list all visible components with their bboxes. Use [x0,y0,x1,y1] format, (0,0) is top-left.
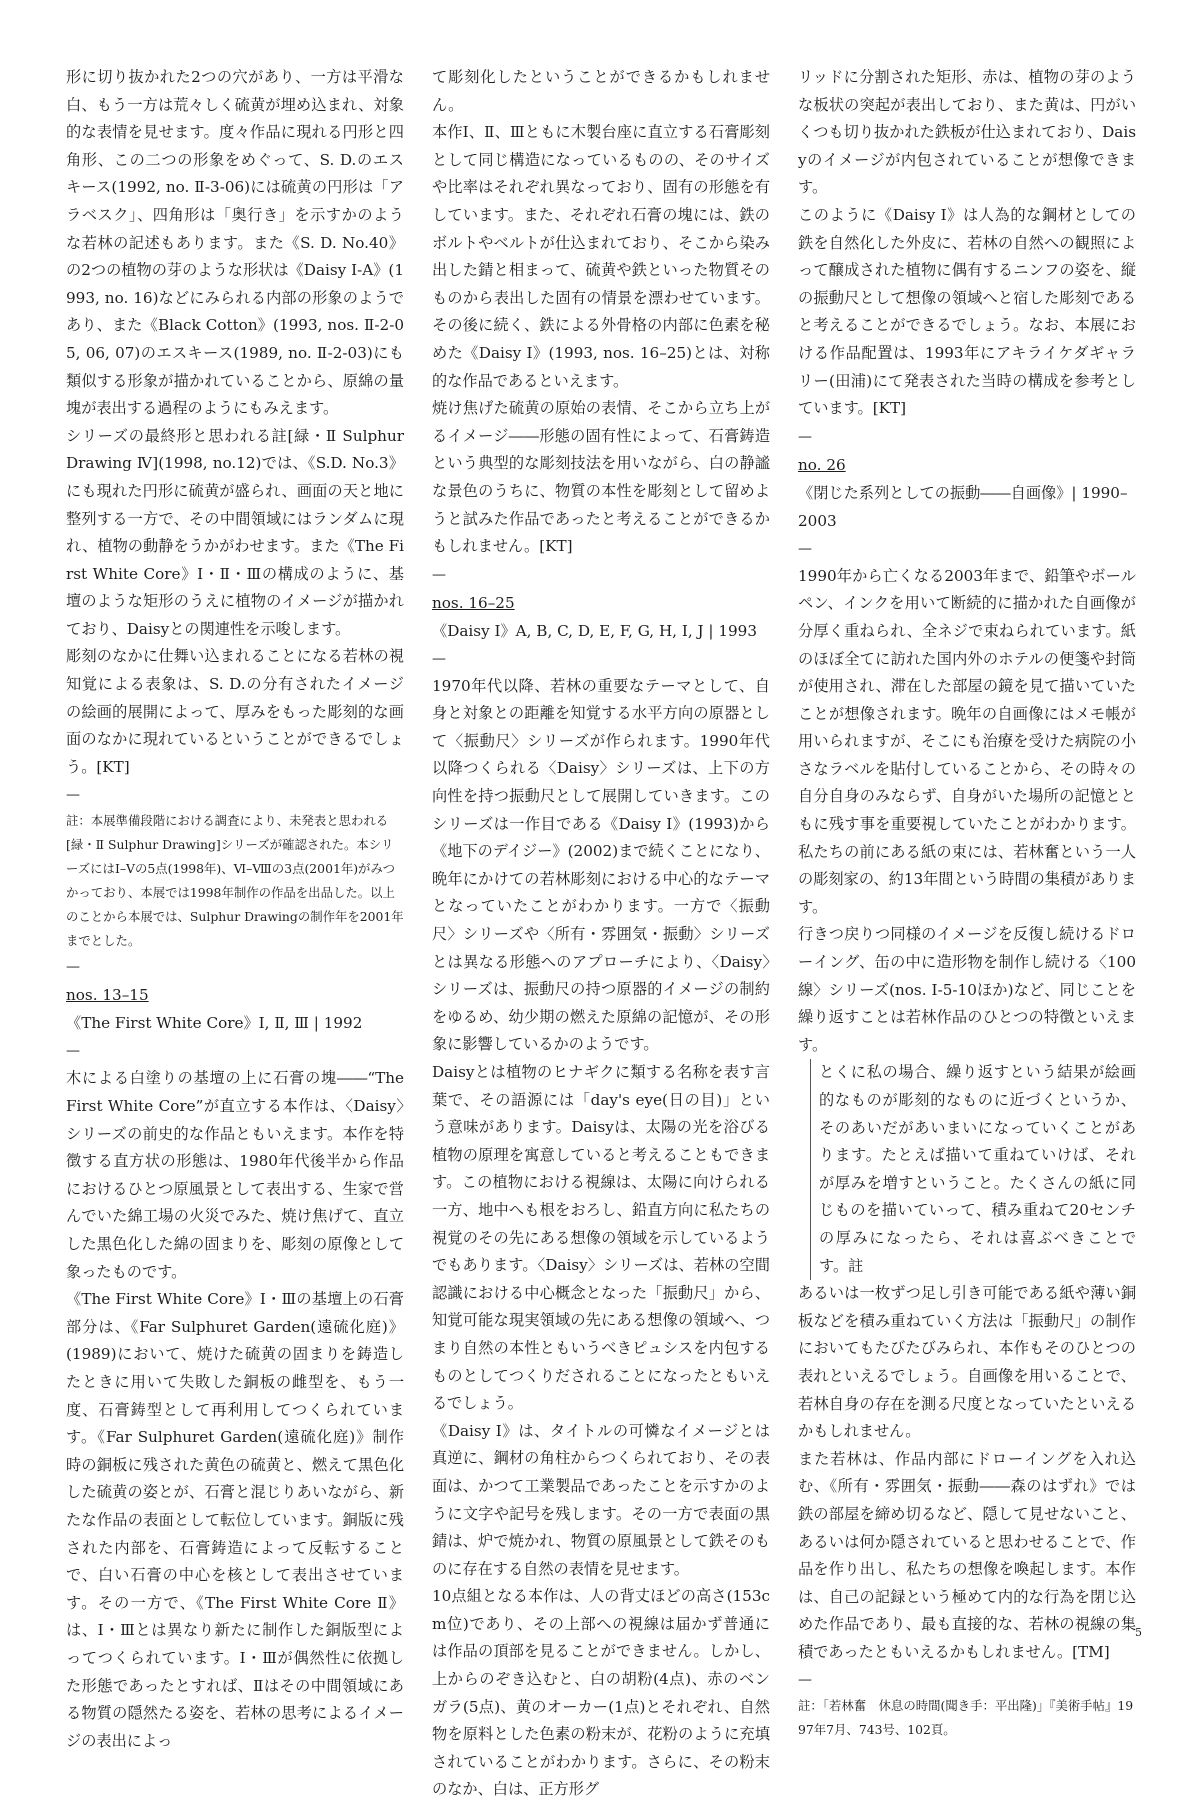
page-number: 5 [1135,1626,1142,1639]
column-middle [432,64,770,1804]
separator-dash: — [798,540,812,557]
work-title: 《閉じた系列としての振動――自画像》| 1990–2003 [798,483,1128,530]
body-paragraph: このように《Daisy Ⅰ》は人為的な鋼材としての鉄を自然化した外皮に、若林の自然への観照によって醸成された植物に偶有するニンフの姿を、縦の振動尺として想像の領域へと宿した彫刻であると考えることができるでしょう。なお、本展における作品配置は、1993年にアキライケダギャラリー(田浦)にて発表された当時の構成を参考としています。[KT] [798,205,1136,418]
separator-dash: — [66,959,80,976]
separator-dash: — [798,428,812,445]
work-title: 《Daisy Ⅰ》A, B, C, D, E, F, G, H, I, J | 1993 [432,621,758,640]
separator-dash: — [798,1672,812,1689]
footnote: 註：本展準備段階における調査により、未発表と思われる[緑・Ⅱ Sulphur Drawing]シリーズが確認された。本シリーズにはⅠ–Ⅴの5点(1998年)、Ⅵ–Ⅷの3点(2001年)がみつかっており、本展では1998年制作の作品を出品した。以上のことから本展では、Sulphur Drawingの制作年を2001年までとした。 [66,813,404,949]
separator-dash: — [66,1043,80,1060]
work-title: 《The First White Core》Ⅰ, Ⅱ, Ⅲ | 1992 [66,1014,363,1033]
body-paragraph: 1970年代以降、若林の重要なテーマとして、自身と対象との距離を知覚する水平方向の原器として〈振動尺〉シリーズが作られます。1990年代以降つくられる〈Daisy〉シリーズは、上下の方向性を持つ振動尺として展開していきます。このシリーズは一作目である《Daisy Ⅰ》(1993)から《地下のデイジー》(2002)まで続くことになり、晩年にかけての若林彫刻における中心的なテーマとなっていたことがわかります。一方で〈振動尺〉シリーズや〈所有・雰囲気・振動〉シリーズとは異なる形態へのアプローチにより、〈Daisy〉シリーズは、振動尺の持つ原器的イメージの制約をゆるめ、幼少期の燃えた原綿の記憶が、その形象に影響しているかのようです。 [432,676,770,1054]
body-paragraph: シリーズの最終形と思われる註[緑・Ⅱ Sulphur Drawing Ⅳ](1998, no.12)では、《S.D. No.3》にも現れた円形に硫黄が盛られ、画面の天と地に整列する一方で、その中間領域にはランダムに現れ、植物の動静をうかがわせます。また《The First White Core》Ⅰ・Ⅱ・Ⅲの構成のように、基壇のような矩形のうえに植物のイメージが描かれており、Daisyとの関連性を示唆します。 [66,426,404,638]
entry-number: no. 26 [798,455,846,474]
column-left [66,64,404,1755]
separator-dash: — [432,566,446,583]
body-paragraph: 《The First White Core》Ⅰ・Ⅲの基壇上の石膏部分は、《Far Sulphuret Garden(遠硫化庭)》(1989)において、焼けた硫黄の固まりを鋳造したときに用いて失敗した銅板の雌型を、もう一度、石膏鋳型として再利用してつくられています。《Far Sulphuret Garden(遠硫化庭)》制作時の銅板に残された黄色の硫黄と、燃えて黒色化した硫黄の姿とが、石膏と混じりあいながら、新たな作品の表面として転位しています。銅版に残された内部を、石膏鋳造によって反転することで、白い石膏の中心を核として表出させています。その一方で、《The First White Core Ⅱ》は、Ⅰ・Ⅲとは異なり新たに制作した銅版型によってつくられています。Ⅰ・Ⅲが偶然性に依拠した形態であったとすれば、Ⅱはその中間領域にある物質の隠然たる姿を、若林の思考によるイメージの表出によっ [66,1290,404,1750]
body-paragraph: また若林は、作品内部にドローイングを入れ込む、《所有・雰囲気・振動――森のはずれ》では鉄の部屋を締め切るなど、隠して見せないこと、あるいは何か隠されていると思わせることで、作品を作り出し、私たちの想像を喚起します。本作は、自己の記録という極めて内的な行為を閉じ込めた作品であり、最も直接的な、若林の視線の集積であったともいえるかもしれません。[TM] [798,1449,1136,1661]
body-paragraph: 焼け焦げた硫黄の原始の表情、そこから立ち上がるイメージ――形態の固有性によって、石膏鋳造という典型的な彫刻技法を用いながら、白の静謐な景色のうちに、物質の本性を彫刻として留めようと試みた作品であったと考えることができるかもしれません。[KT] [432,399,770,556]
entry-number: nos. 13–15 [66,986,149,1005]
footnote: 註：「若林奮 休息の時間(聞き手：平出隆)」『美術手帖』1997年7月、743号、102頁。 [798,1698,1134,1738]
body-paragraph: 本作Ⅰ、Ⅱ、Ⅲともに木製台座に直立する石膏彫刻として同じ構造になっているものの、そのサイズや比率はそれぞれ異なっており、固有の形態を有しています。また、それぞれ石膏の塊には、鉄のボルトやベルトが仕込まれており、そこから染み出した錆と相まって、硫黄や鉄といった物質そのものから表出した固有の情景を漂わせています。その後に続く、鉄による外骨格の内部に色素を秘めた《Daisy Ⅰ》(1993, nos. 16–25)とは、対称的な作品であるといえます。 [432,123,770,390]
body-paragraph: て彫刻化したということができるかもしれません。 [432,68,770,114]
body-paragraph: 1990年から亡くなる2003年まで、鉛筆やボールペン、インクを用いて断続的に描かれた自画像が分厚く重ねられ、全ネジで束ねられています。紙のほぼ全てに訪れた国内外のホテルの便箋や封筒が使用され、滞在した部屋の鏡を見て描いていたことが想像されます。晩年の自画像にはメモ帳が用いられますが、そこにも治療を受けた病院の小さなラベルを貼付していることから、その時々の自分自身のみならず、自身がいた場所の記憶とともに残す事を重要視していたことがわかります。私たちの前にある紙の束には、若林奮という一人の彫刻家の、約13年間という時間の集積があります。 [798,566,1136,916]
body-paragraph: あるいは一枚ずつ足し引き可能である紙や薄い銅板などを積み重ねていく方法は「振動尺」の制作においてもたびたびみられ、本作もそのひとつの表れといえるでしょう。自画像を用いることで、若林自身の存在を測る尺度となっていたといえるかもしれません。 [798,1284,1136,1441]
body-paragraph: 10点組となる本作は、人の背丈ほどの高さ(153cm位)であり、その上部への視線は届かず普通には作品の頂部を見ることができません。しかし、上からのぞき込むと、白の胡粉(4点)、赤のベンガラ(5点)、黄のオーカー(1点)とそれぞれ、自然物を原料とした色素の粉末が、花粉のように充填されていることがわかります。さらに、その粉末のなか、白は、正方形グ [432,1587,770,1799]
body-paragraph: 行きつ戻りつ同様のイメージを反復し続けるドローイング、缶の中に造形物を制作し続ける〈100線〉シリーズ(nos. Ⅰ-5-10ほか)など、同じことを繰り返すことは若林作品のひとつの特徴といえます。 [798,925,1136,1054]
column-right [798,64,1136,1742]
body-paragraph: 彫刻のなかに仕舞い込まれることになる若林の視知覚による表象は、S. D.の分有されたイメージの絵画的展開によって、厚みをもった彫刻的な画面のなかに現れているということができるでしょう。[KT] [66,647,404,776]
body-paragraph: 《Daisy Ⅰ》は、タイトルの可憐なイメージとは真逆に、鋼材の角柱からつくられており、その表面は、かつて工業製品であったことを示すかのように文字や記号を残します。その一方で表面の黒錆は、炉で焼かれ、物質の原風景として鉄そのものに存在する自然の表情を見せます。 [432,1421,770,1578]
body-paragraph: 木による白塗りの基壇の上に石膏の塊――“The First White Core”が直立する本作は、〈Daisy〉シリーズの前史的な作品ともいえます。本作を特徴する直方状の形態は、1980年代後半から作品におけるひとつ原風景として表出する、生家で営んでいた綿工場の火災でみた、焼け焦げて、直立した黒色化した綿の固まりを、彫刻の原像として象ったものです。 [66,1069,404,1281]
body-paragraph: Daisyとは植物のヒナギクに類する名称を表す言葉で、その語源には「day's eye(日の目)」という意味があります。Daisyは、太陽の光を浴びる植物の原理を寓意していると考えることもできます。この植物における視線は、太陽に向けられる一方、地中へも根をおろし、鉛直方向に私たちの視覚のその先にある想像の領域を示しているようでもあります。〈Daisy〉シリーズは、若林の空間認識における中心概念となった「振動尺」から、知覚可能な現実領域の先にある想像の領域へ、つまり自然の本性ともいうべきピュシスを内包するものとしてつくりだされることになったともいえるでしょう。 [432,1063,770,1413]
body-paragraph: リッドに分割された矩形、赤は、植物の芽のような板状の突起が表出しており、また黄は、円がいくつも切り抜かれた鉄板が仕込まれており、Daisyのイメージが内包されていることが想像できます。 [798,68,1136,197]
body-paragraph: 形に切り抜かれた2つの穴があり、一方は平滑な白、もう一方は荒々しく硫黄が埋め込まれ、対象的な表情を見せます。度々作品に現れる円形と四角形、この二つの形象をめぐって、S. D.のエスキース(1992, no. Ⅱ-3-06)には硫黄の円形は「アラベスク」、四角形は「奥行き」を示すかのような若林の記述もあります。また《S. D. No.40》の2つの植物の芽のような形状は《Daisy Ⅰ-A》(1993, no. 16)などにみられる内部の形象のようであり、また《Black Cotton》(1993, nos. Ⅱ-2-05, 06, 07)のエスキース(1989, no. Ⅱ-2-03)にも類似する形象が描かれていることから、原綿の量塊が表出する過程のようにもみえます。 [66,68,404,418]
separator-dash: — [66,787,80,804]
separator-dash: — [432,650,446,667]
entry-number: nos. 16–25 [432,593,515,612]
block-quote: とくに私の場合、繰り返すという結果が絵画的なものが彫刻的なものに近づくというか、そのあいだがあいまいになっていくことがあります。たとえば描いて重ねていけば、それが厚みを増すということ。たくさんの紙に同じものを描いていって、積み重ねて20センチの厚みになったら、それは喜ぶべきことです。註 [810,1059,1136,1280]
